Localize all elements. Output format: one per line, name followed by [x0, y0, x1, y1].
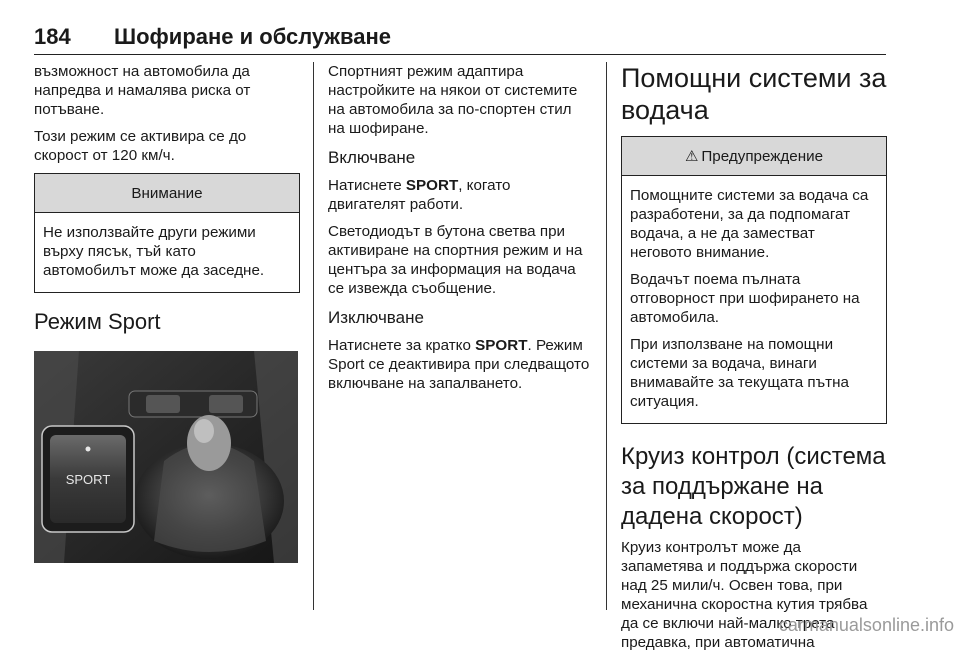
column-3: [621, 62, 887, 660]
page-title: Шофиране и обслужване: [114, 24, 392, 49]
paragraph: Натиснете SPORT, когато двигателят работи.: [328, 177, 511, 213]
page-number: 184: [34, 24, 71, 49]
warning-text: Помощните системи за водача са разработени, за да подпомагат водача, а не да заместват неговото внимание.: [630, 187, 869, 261]
paragraph: Спортният режим адаптира настройките на някои от системите на автомобила за по-спортен стил на шофиране.: [328, 63, 578, 137]
paragraph: Светодиодът в бутона светва при активиране на спортния режим и на центъра за информация на водача се извежда съобщение.: [328, 223, 583, 297]
paragraph: Круиз контролът може да запаметява и поддържа скорости над 25 мили/ч. Освен това, при механична скоростна кутия трябва да се включи най-малко трета предавка, при автоматична: [621, 539, 868, 651]
paragraph: Този режим се активира се до скорост от 120 км/ч.: [34, 128, 247, 164]
paragraph: Натиснете за кратко SPORT. Режим Sport се деактивира при следващото включване на запалването.: [328, 337, 590, 392]
column-1: [34, 62, 300, 568]
paragraph: възможност на автомобила да напредва и намалява риска от потъване.: [34, 63, 251, 118]
sport-keyword: SPORT: [475, 337, 528, 354]
page-header: [34, 22, 886, 55]
warning-triangle-icon: ⚠: [684, 148, 699, 165]
warning-text: При използване на помощни системи за водача, винаги внимавайте за текущата пътна ситуация.: [630, 336, 849, 410]
subheading-off: Изключване: [328, 308, 424, 327]
warning-box: [621, 136, 887, 424]
column-divider: [606, 62, 607, 610]
caution-box: [34, 173, 300, 293]
section-heading-cruise-control: Круиз контрол (система за поддържане на дадена скорост): [621, 443, 886, 530]
section-heading-driver-assist: Помощни системи за водача: [621, 63, 887, 125]
subheading-on: Включване: [328, 148, 416, 167]
watermark: carmanualsonline.info: [778, 615, 954, 635]
column-2: [328, 62, 592, 401]
column-divider: [313, 62, 314, 610]
caution-text: Не използвайте други режими върху пясък, тъй като автомобилът може да заседне.: [43, 224, 265, 279]
sport-button-photo: [34, 351, 298, 563]
warning-title: Предупреждение: [701, 147, 824, 165]
caution-title: Внимание: [35, 174, 299, 213]
warning-text: Водачът поема пълната отговорност при шофирането на автомобила.: [630, 271, 860, 326]
sport-keyword: SPORT: [405, 177, 459, 194]
section-heading-sport: Режим Sport: [34, 309, 161, 334]
sport-button-label: SPORT: [65, 472, 111, 487]
